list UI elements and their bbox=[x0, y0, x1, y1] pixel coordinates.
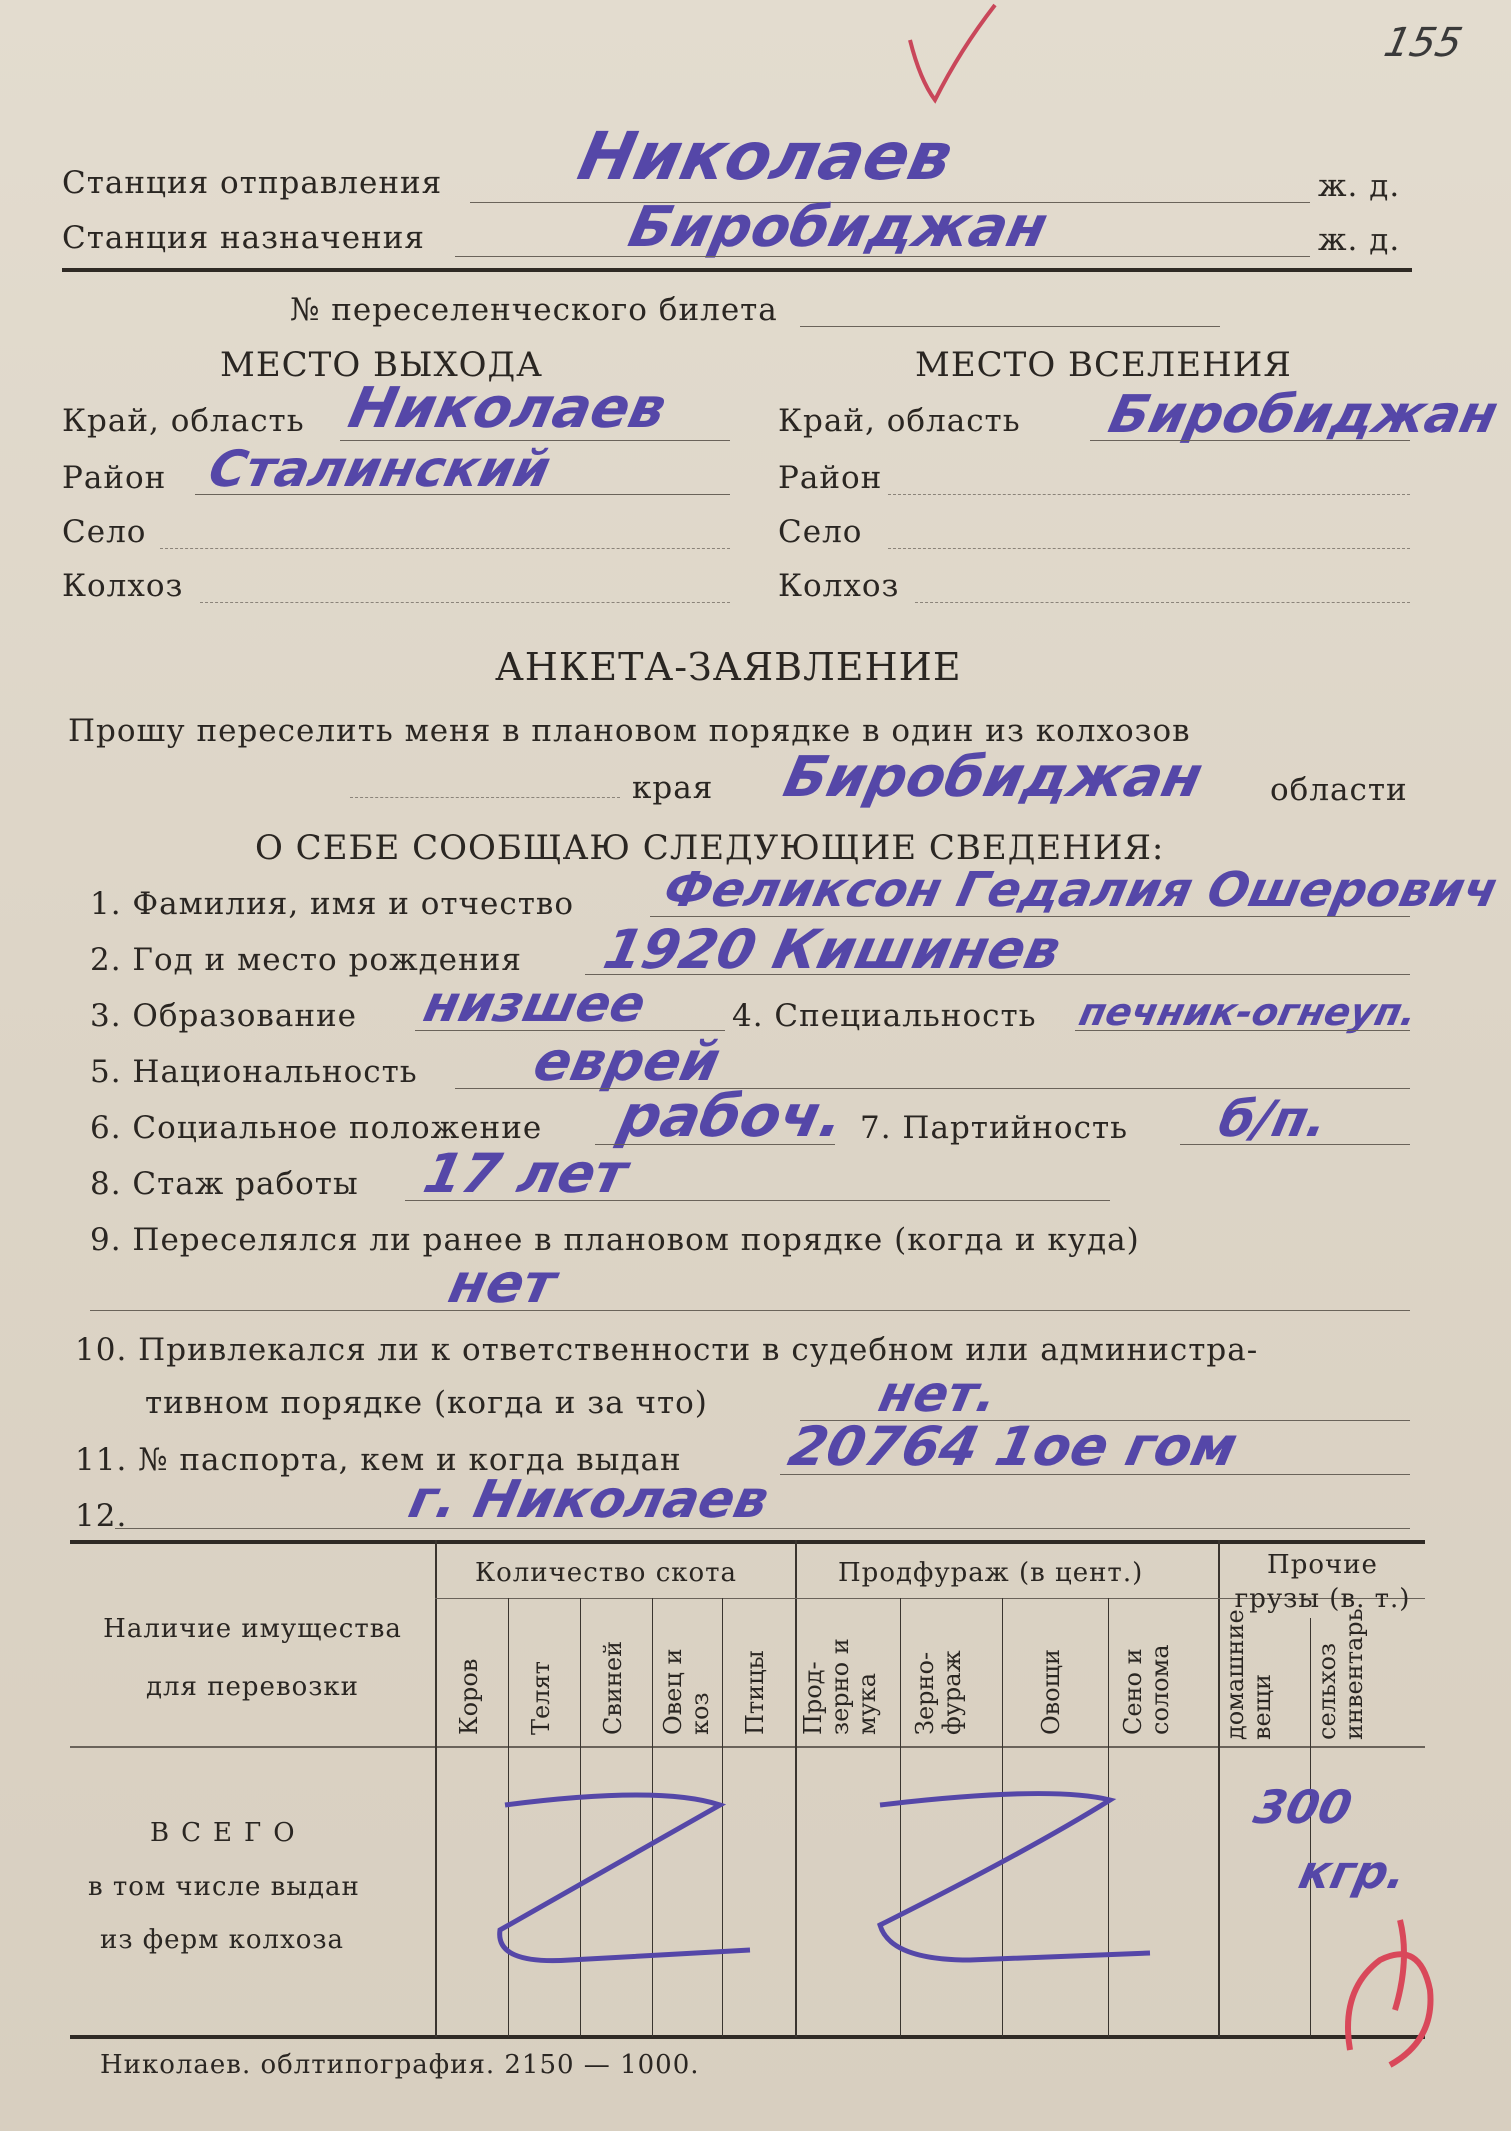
col-header-hay-straw: Сено и солома bbox=[1119, 1644, 1174, 1735]
total-label: ВСЕГО bbox=[150, 1818, 307, 1848]
destination-station-label: Станция назначения bbox=[62, 220, 425, 256]
destination-region-value: Биробиджан bbox=[1103, 385, 1503, 445]
q5-value: еврей bbox=[528, 1030, 726, 1093]
oblast-label: области bbox=[1270, 772, 1408, 808]
origin-village-line bbox=[160, 548, 730, 549]
col-header-vegetables: Овощи bbox=[1037, 1649, 1065, 1735]
destination-line bbox=[455, 256, 1310, 257]
col-header-calves: Телят bbox=[527, 1661, 555, 1735]
col-header-pigs: Свиней bbox=[599, 1640, 627, 1735]
page-number: 155 bbox=[1380, 20, 1467, 66]
group-other: Прочие грузы (в. т.) bbox=[1234, 1550, 1411, 1614]
col-header-poultry: Птицы bbox=[741, 1650, 769, 1735]
q10-value: нет. bbox=[873, 1365, 1003, 1423]
q6-value: рабоч. bbox=[612, 1082, 851, 1150]
printer-footer: Николаев. облтипография. 2150 — 1000. bbox=[100, 2050, 700, 2080]
q10-label-1: 10. Привлекался ли к ответственности в судебном или администра- bbox=[75, 1332, 1259, 1368]
q12-line bbox=[115, 1528, 1410, 1529]
destination-kolkhoz-label: Колхоз bbox=[778, 568, 900, 604]
total-sub-2: из ферм колхоза bbox=[100, 1925, 345, 1955]
request-line-1: Прошу переселить меня в плановом порядке в один из колхозов bbox=[68, 713, 1191, 749]
table-bottom-rule bbox=[70, 2035, 1425, 2039]
check-mark-icon bbox=[900, 0, 1000, 110]
strike-mark-fodder bbox=[850, 1775, 1180, 1975]
q5-label: 5. Национальность bbox=[90, 1054, 418, 1090]
q7-value: б/п. bbox=[1213, 1090, 1333, 1148]
q12-value: г. Николаев bbox=[403, 1470, 774, 1530]
q4-line bbox=[1075, 1030, 1410, 1031]
col-header-cows: Коров bbox=[455, 1658, 483, 1735]
origin-district-label: Район bbox=[62, 460, 167, 496]
q7-label: 7. Партийность bbox=[860, 1110, 1128, 1146]
origin-district-line bbox=[195, 494, 730, 495]
destination-kolkhoz-line bbox=[915, 602, 1410, 603]
origin-kolkhoz-line bbox=[200, 602, 730, 603]
red-annotation-mark bbox=[1320, 1900, 1460, 2080]
col-divider bbox=[795, 1540, 797, 2037]
q1-label: 1. Фамилия, имя и отчество bbox=[90, 886, 575, 922]
total-sub-1: в том числе выдан bbox=[88, 1872, 360, 1902]
strike-mark-livestock bbox=[460, 1780, 780, 1980]
origin-kolkhoz-label: Колхоз bbox=[62, 568, 184, 604]
table-header-rule bbox=[70, 1746, 1425, 1748]
q2-value: 1920 Кишинев bbox=[598, 918, 1067, 981]
destination-district-line bbox=[888, 494, 1410, 495]
q8-value: 17 лет bbox=[418, 1142, 634, 1205]
q12-label: 12. bbox=[75, 1498, 128, 1534]
departure-station-value: Николаев bbox=[571, 118, 960, 195]
q11-line bbox=[780, 1474, 1410, 1475]
ticket-line bbox=[800, 326, 1220, 327]
origin-heading: МЕСТО ВЫХОДА bbox=[220, 345, 543, 385]
group-livestock: Количество скота bbox=[475, 1558, 738, 1588]
table-row-header: Наличие имущества для перевозки bbox=[103, 1614, 402, 1702]
q3-label: 3. Образование bbox=[90, 998, 358, 1034]
col-header-sheep-goats: Овец и коз bbox=[659, 1648, 714, 1735]
q5-line bbox=[455, 1088, 1410, 1089]
other-cargo-value-2: кгр. bbox=[1294, 1845, 1412, 1899]
top-rule bbox=[62, 268, 1412, 272]
q10-label-2: тивном порядке (когда и за что) bbox=[145, 1385, 708, 1421]
origin-district-value: Сталинский bbox=[203, 440, 556, 498]
section-heading: О СЕБЕ СООБЩАЮ СЛЕДУЮЩИЕ СВЕДЕНИЯ: bbox=[255, 828, 1165, 868]
destination-station-value: Биробиджан bbox=[623, 195, 1054, 260]
krai-label: края bbox=[632, 770, 714, 806]
q7-line bbox=[1180, 1144, 1410, 1145]
q8-line bbox=[405, 1200, 1110, 1201]
destination-village-line bbox=[888, 548, 1410, 549]
q4-value: печник-огнеуп. bbox=[1075, 990, 1421, 1034]
q9-value: нет bbox=[443, 1252, 562, 1315]
q2-label: 2. Год и место рождения bbox=[90, 942, 522, 978]
q9-line bbox=[90, 1310, 1410, 1311]
origin-region-value: Николаев bbox=[343, 376, 672, 441]
destination-heading: МЕСТО ВСЕЛЕНИЯ bbox=[915, 345, 1292, 385]
q11-value: 20764 1ое гом bbox=[783, 1415, 1243, 1478]
col-header-household: домашние вещи bbox=[1221, 1609, 1276, 1740]
ticket-label: № переселенческого билета bbox=[290, 292, 778, 328]
q1-line bbox=[650, 916, 1410, 917]
q4-label: 4. Специальность bbox=[732, 998, 1037, 1034]
col-divider bbox=[435, 1540, 437, 2037]
destination-region-label: Край, область bbox=[778, 403, 1021, 439]
krai-blank-line bbox=[350, 797, 620, 798]
form-title: АНКЕТА-ЗАЯВЛЕНИЕ bbox=[495, 645, 962, 689]
col-header-grain-flour: Прод-зерно и мука bbox=[799, 1638, 881, 1735]
table-top-rule bbox=[70, 1540, 1425, 1544]
q6-label: 6. Социальное положение bbox=[90, 1110, 543, 1146]
destination-region-line bbox=[1090, 440, 1410, 441]
rail-suffix-1: ж. д. bbox=[1318, 168, 1401, 204]
col-header-farm-tools: сельхоз инвентарь bbox=[1313, 1608, 1368, 1740]
destination-district-label: Район bbox=[778, 460, 883, 496]
q11-label: 11. № паспорта, кем и когда выдан bbox=[75, 1442, 682, 1478]
destination-village-label: Село bbox=[778, 514, 863, 550]
origin-village-label: Село bbox=[62, 514, 147, 550]
q8-label: 8. Стаж работы bbox=[90, 1166, 359, 1202]
col-header-grain-fodder: Зерно-фураж bbox=[911, 1650, 966, 1735]
q2-line bbox=[585, 974, 1410, 975]
q1-value: Феликсон Гедалия Ошерович bbox=[659, 862, 1504, 918]
rail-suffix-2: ж. д. bbox=[1318, 222, 1401, 258]
krai-value: Биробиджан bbox=[778, 745, 1209, 810]
group-fodder: Продфураж (в цент.) bbox=[838, 1558, 1144, 1588]
other-cargo-value-1: 300 bbox=[1249, 1780, 1357, 1834]
origin-region-label: Край, область bbox=[62, 403, 305, 439]
q3-value: низшее bbox=[418, 975, 651, 1033]
q9-label: 9. Переселялся ли ранее в плановом порядке (когда и куда) bbox=[90, 1222, 1140, 1258]
departure-station-label: Станция отправления bbox=[62, 165, 443, 201]
